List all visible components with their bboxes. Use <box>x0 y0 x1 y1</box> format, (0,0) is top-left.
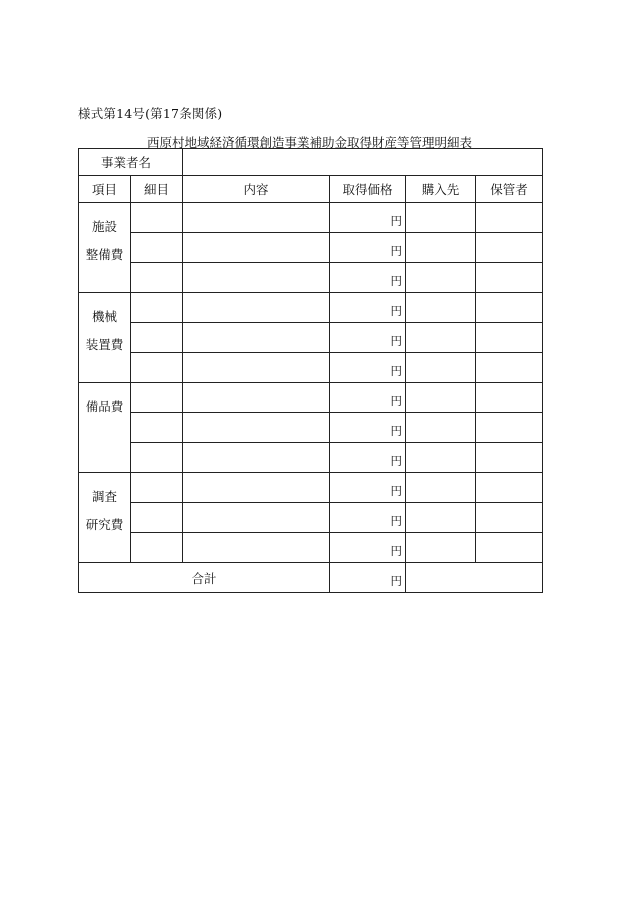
vendor-cell[interactable] <box>406 203 476 233</box>
subitem-cell[interactable] <box>131 233 183 263</box>
category-label-line: 整備費 <box>85 247 124 262</box>
category-cell <box>79 383 131 473</box>
table-row <box>79 263 543 293</box>
content-cell[interactable] <box>183 203 330 233</box>
table-row <box>79 413 543 443</box>
business-name-label: 事業者名 <box>79 149 183 176</box>
yen-unit: 円 <box>390 484 403 498</box>
category-cell <box>79 293 131 383</box>
header-vendor: 購入先 <box>406 176 476 203</box>
document-title: 西原村地域経済循環創造事業補助金取得財産等管理明細表 <box>146 135 472 150</box>
total-row <box>79 563 543 593</box>
category-cell <box>79 203 131 293</box>
vendor-cell[interactable] <box>406 503 476 533</box>
acquisition-price-cell[interactable] <box>330 353 406 383</box>
custodian-cell[interactable] <box>476 323 543 353</box>
category-label-line: 調査 <box>91 489 117 504</box>
vendor-cell[interactable] <box>406 473 476 503</box>
vendor-cell[interactable] <box>406 533 476 563</box>
acquisition-price-cell[interactable] <box>330 503 406 533</box>
acquisition-price-cell[interactable] <box>330 293 406 323</box>
acquisition-price-cell[interactable] <box>330 413 406 443</box>
header-custodian: 保管者 <box>476 176 543 203</box>
table-row <box>79 353 543 383</box>
business-name-row <box>79 149 543 176</box>
custodian-cell[interactable] <box>476 503 543 533</box>
yen-unit: 円 <box>390 514 403 528</box>
category-label-line: 研究費 <box>85 517 124 532</box>
subitem-cell[interactable] <box>131 503 183 533</box>
acquisition-price-cell[interactable] <box>330 563 406 593</box>
acquisition-price-cell[interactable] <box>330 443 406 473</box>
vendor-cell[interactable] <box>406 443 476 473</box>
table-row <box>79 473 543 503</box>
yen-unit: 円 <box>390 274 403 288</box>
content-cell[interactable] <box>183 413 330 443</box>
total-remarks-cell[interactable] <box>406 563 543 593</box>
vendor-cell[interactable] <box>406 293 476 323</box>
acquisition-price-cell[interactable] <box>330 203 406 233</box>
content-cell[interactable] <box>183 263 330 293</box>
subitem-cell[interactable] <box>131 323 183 353</box>
asset-management-table <box>78 148 543 593</box>
acquisition-price-cell[interactable] <box>330 323 406 353</box>
table-row <box>79 383 543 413</box>
yen-unit: 円 <box>390 244 403 258</box>
header-subitem: 細目 <box>131 176 183 203</box>
subitem-cell[interactable] <box>131 203 183 233</box>
custodian-cell[interactable] <box>476 473 543 503</box>
category-label-line: 施設 <box>91 219 117 234</box>
vendor-cell[interactable] <box>406 323 476 353</box>
form-number: 様式第14号(第17条関係) <box>78 106 223 121</box>
subitem-cell[interactable] <box>131 383 183 413</box>
acquisition-price-cell[interactable] <box>330 263 406 293</box>
table-row <box>79 533 543 563</box>
custodian-cell[interactable] <box>476 233 543 263</box>
header-row <box>79 176 543 203</box>
acquisition-price-cell[interactable] <box>330 473 406 503</box>
header-content: 内容 <box>183 176 330 203</box>
yen-unit: 円 <box>390 304 403 318</box>
subitem-cell[interactable] <box>131 473 183 503</box>
subitem-cell[interactable] <box>131 443 183 473</box>
content-cell[interactable] <box>183 353 330 383</box>
vendor-cell[interactable] <box>406 383 476 413</box>
yen-unit: 円 <box>390 424 403 438</box>
subitem-cell[interactable] <box>131 293 183 323</box>
yen-unit: 円 <box>390 454 403 468</box>
table-row <box>79 323 543 353</box>
table-row <box>79 503 543 533</box>
category-label-line: 装置費 <box>85 337 124 352</box>
business-name-field[interactable] <box>183 149 543 176</box>
yen-unit: 円 <box>390 574 403 588</box>
vendor-cell[interactable] <box>406 263 476 293</box>
custodian-cell[interactable] <box>476 353 543 383</box>
custodian-cell[interactable] <box>476 383 543 413</box>
table-row <box>79 293 543 323</box>
content-cell[interactable] <box>183 323 330 353</box>
content-cell[interactable] <box>183 503 330 533</box>
custodian-cell[interactable] <box>476 413 543 443</box>
vendor-cell[interactable] <box>406 353 476 383</box>
table-row <box>79 443 543 473</box>
yen-unit: 円 <box>390 544 403 558</box>
category-label-line: 備品費 <box>85 399 124 414</box>
subitem-cell[interactable] <box>131 353 183 383</box>
subitem-cell[interactable] <box>131 263 183 293</box>
custodian-cell[interactable] <box>476 293 543 323</box>
total-label: 合計 <box>79 563 330 593</box>
header-item: 項目 <box>79 176 131 203</box>
vendor-cell[interactable] <box>406 413 476 443</box>
acquisition-price-cell[interactable] <box>330 383 406 413</box>
table-row <box>79 233 543 263</box>
custodian-cell[interactable] <box>476 263 543 293</box>
content-cell[interactable] <box>183 233 330 263</box>
subitem-cell[interactable] <box>131 413 183 443</box>
header-acquisition-price: 取得価格 <box>330 176 406 203</box>
table-row <box>79 203 543 233</box>
content-cell[interactable] <box>183 383 330 413</box>
yen-unit: 円 <box>390 334 403 348</box>
content-cell[interactable] <box>183 473 330 503</box>
custodian-cell[interactable] <box>476 203 543 233</box>
content-cell[interactable] <box>183 443 330 473</box>
content-cell[interactable] <box>183 533 330 563</box>
custodian-cell[interactable] <box>476 443 543 473</box>
subitem-cell[interactable] <box>131 533 183 563</box>
acquisition-price-cell[interactable] <box>330 533 406 563</box>
yen-unit: 円 <box>390 214 403 228</box>
content-cell[interactable] <box>183 293 330 323</box>
category-cell <box>79 473 131 563</box>
yen-unit: 円 <box>390 364 403 378</box>
custodian-cell[interactable] <box>476 533 543 563</box>
yen-unit: 円 <box>390 394 403 408</box>
acquisition-price-cell[interactable] <box>330 233 406 263</box>
vendor-cell[interactable] <box>406 233 476 263</box>
category-label-line: 機械 <box>91 309 117 324</box>
